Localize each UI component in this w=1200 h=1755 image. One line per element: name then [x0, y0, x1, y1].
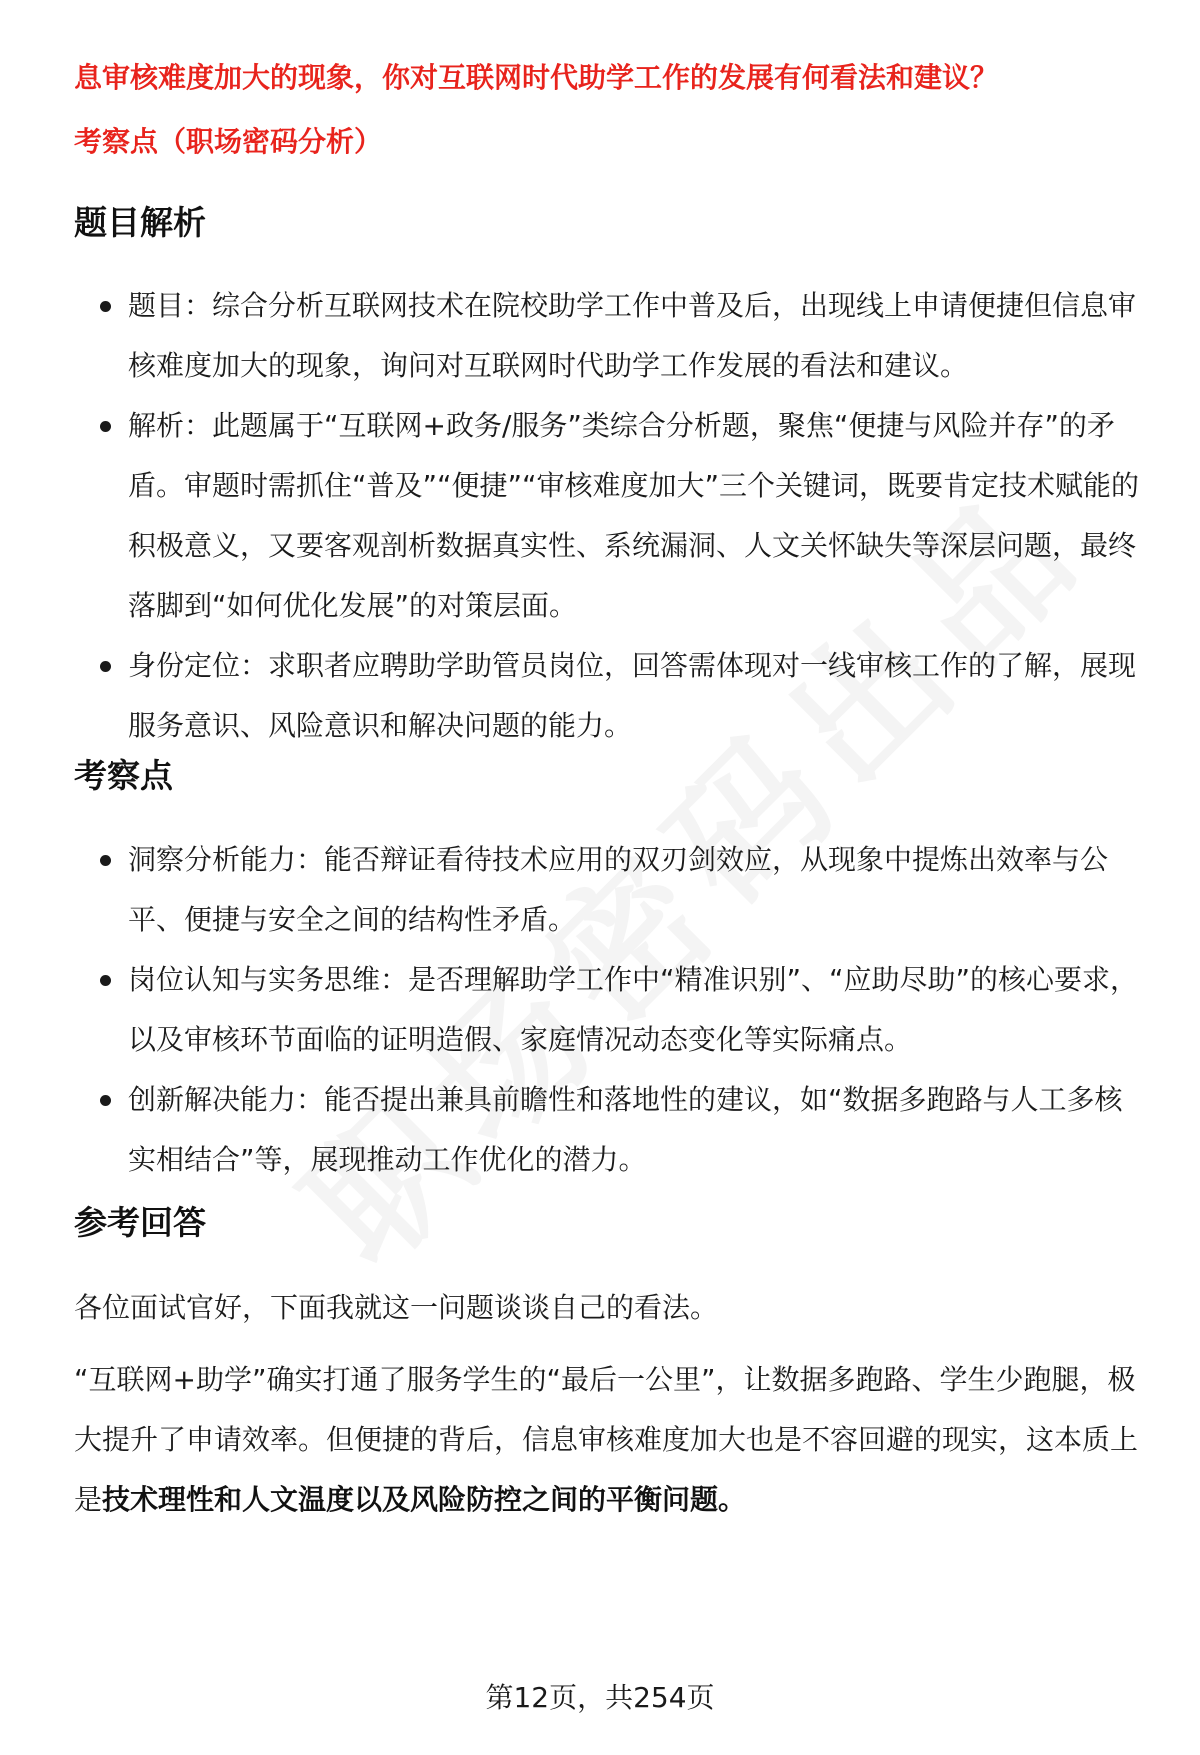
question-tail: 息审核难度加大的现象，你对互联网时代助学工作的发展有何看法和建议？: [74, 61, 999, 94]
bullet-icon: [100, 1095, 111, 1106]
section-title-analysis: 题目解析: [74, 203, 206, 242]
section-title-points: 考察点: [74, 756, 173, 795]
page-footer: 第12页，共254页: [485, 1681, 715, 1714]
list-item: 岗位认知与实务思维：是否理解助学工作中“精准识别”、“应助尽助”的核心要求，以及审核环节面临的证明造假、家庭情况动态变化等实际痛点。: [74, 950, 1144, 1070]
list-item: 解析：此题属于“互联网+政务/服务”类综合分析题，聚焦“便捷与风险并存”的矛盾。审题时需抓住“普及”“便捷”“审核难度加大”三个关键词，既要肯定技术赋能的积极意义，又要客观剖析数据真实性、系统漏洞、人文关怀缺失等深层问题，最终落脚到“如何优化发展”的对策层面。: [74, 396, 1144, 636]
question-tag: 考察点（职场密码分析）: [74, 125, 383, 158]
list-item: 创新解决能力：能否提出兼具前瞻性和落地性的建议，如“数据多跑路与人工多核实相结合”等，展现推动工作优化的潜力。: [74, 1070, 1144, 1190]
answer-paragraph-1: 各位面试官好，下面我就这一问题谈谈自己的看法。: [74, 1291, 719, 1324]
points-list: [74, 830, 1144, 1190]
list-item: 身份定位：求职者应聘助学助管员岗位，回答需体现对一线审核工作的了解，展现服务意识、风险意识和解决问题的能力。: [74, 636, 1144, 756]
bullet-icon: [100, 855, 111, 866]
section-title-answer: 参考回答: [74, 1203, 206, 1242]
list-item: 洞察分析能力：能否辩证看待技术应用的双刃剑效应，从现象中提炼出效率与公平、便捷与安全之间的结构性矛盾。: [74, 830, 1144, 950]
answer-emphasis: 技术理性和人文温度以及风险防控之间的平衡问题。: [102, 1483, 747, 1516]
bullet-icon: [100, 661, 111, 672]
analysis-list: [74, 276, 1144, 756]
answer-paragraph-2: “互联网+助学”确实打通了服务学生的“最后一公里”，让数据多跑路、学生少跑腿，极大提升了申请效率。但便捷的背后，信息审核难度加大也是不容回避的现实，这本质上是技术理性和人文温度以及风险防控之间的平衡问题。: [74, 1363, 1139, 1516]
bullet-icon: [100, 301, 111, 312]
bullet-icon: [100, 421, 111, 432]
list-item: 题目：综合分析互联网技术在院校助学工作中普及后，出现线上申请便捷但信息审核难度加大的现象，询问对互联网时代助学工作发展的看法和建议。: [74, 276, 1144, 396]
bullet-icon: [100, 975, 111, 986]
